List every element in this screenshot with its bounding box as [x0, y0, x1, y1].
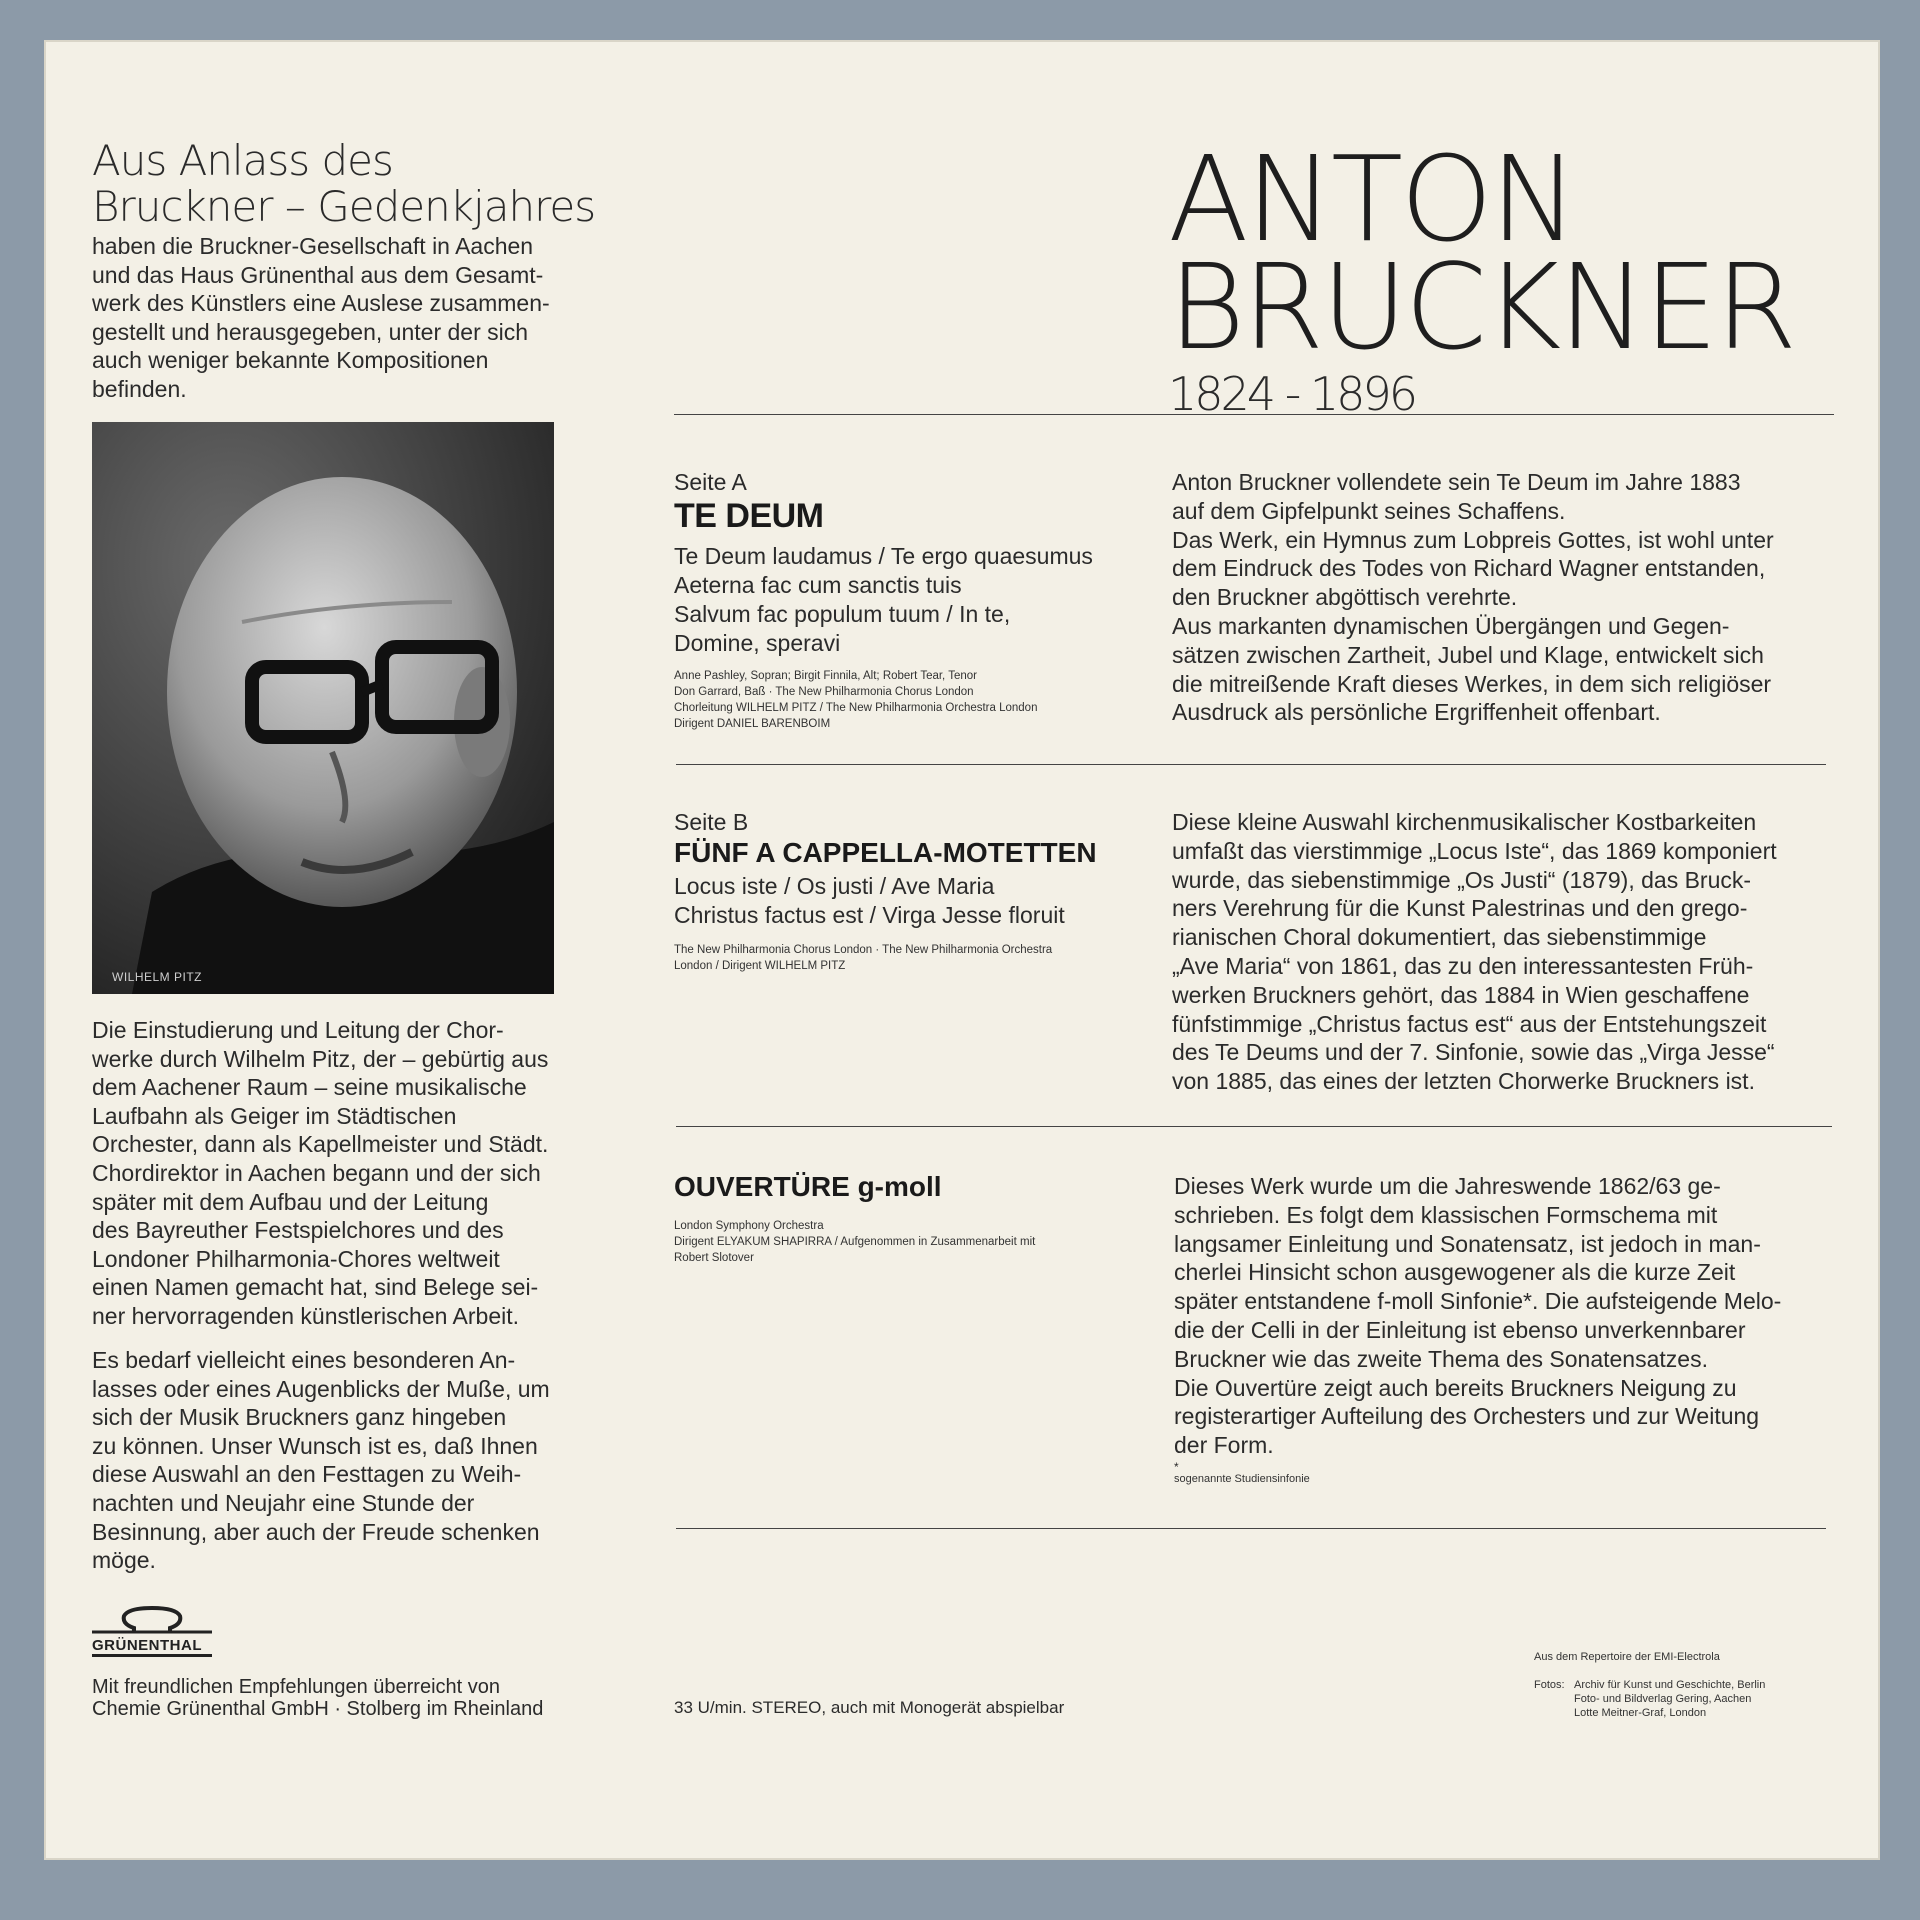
- credit-line: Chorleitung WILHELM PITZ / The New Philharmonia Orchestra London: [674, 702, 1038, 714]
- text-line: haben die Bruckner-Gesellschaft in Aachen: [92, 233, 534, 259]
- credit-line: Dirigent ELYAKUM SHAPIRRA / Aufgenommen in Zusammenarbeit mit: [674, 1236, 1036, 1248]
- text-line: Anton Bruckner vollendete sein Te Deum im Jahre 1883: [1172, 469, 1741, 495]
- side-b-block: [674, 808, 1134, 974]
- heading-line-1: Aus Anlass des: [92, 136, 393, 185]
- repertoire-note: Aus dem Repertoire der EMI-Electrola: [1534, 1651, 1720, 1663]
- credit-line: Foto- und Bildverlag Gering, Aachen: [1574, 1693, 1752, 1705]
- text-line: Londoner Philharmonia-Chores weltweit: [92, 1245, 500, 1272]
- photo-credits: [1574, 1678, 1765, 1720]
- text-line: sätzen zwischen Zartheit, Jubel und Klage, entwickelt sich: [1172, 641, 1764, 668]
- text-line: des Te Deums und der 7. Sinfonie, sowie das „Virga Jesse“: [1172, 1039, 1775, 1066]
- text-line: fünfstimmige „Christus factus est“ aus der Entstehungszeit: [1172, 1010, 1767, 1037]
- logo-text: GRÜNENTHAL: [92, 1637, 212, 1657]
- text-line: Diese kleine Auswahl kirchenmusikalischer Kostbarkeiten: [1172, 809, 1757, 835]
- text-line: befinden.: [92, 375, 187, 402]
- heading-line-2: Bruckner – Gedenkjahres: [92, 182, 596, 231]
- text-line: diese Auswahl an den Festtagen zu Weih-: [92, 1461, 522, 1488]
- composer-dates: 1824 - 1896: [1168, 367, 1415, 421]
- side-a-text: [1172, 468, 1852, 727]
- side-b-parts: [674, 872, 1134, 930]
- pitz-paragraph: [92, 1016, 582, 1331]
- text-line: zu können. Unser Wunsch ist es, daß Ihnen: [92, 1432, 538, 1459]
- text-line: Bruckner wie das zweite Thema des Sonatensatzes.: [1174, 1345, 1708, 1372]
- text-line: schrieben. Es folgt dem klassischen Formschema mit: [1174, 1201, 1718, 1228]
- wish-paragraph: [92, 1346, 582, 1575]
- intro-text: [92, 232, 572, 404]
- credit-line: London / Dirigent WILHELM PITZ: [674, 960, 846, 972]
- text-line: „Ave Maria“ von 1861, das zu den interessantesten Früh-: [1172, 952, 1754, 979]
- part-line: Salvum fac populum tuum / In te,: [674, 601, 1011, 627]
- text-line: werk des Künstlers eine Auslese zusammen-: [92, 290, 550, 317]
- side-a-credits: [674, 668, 1134, 732]
- credit-line: Archiv für Kunst und Geschichte, Berlin: [1574, 1679, 1766, 1691]
- text-line: möge.: [92, 1547, 156, 1574]
- text-line: ner hervorragenden künstlerischen Arbeit.: [92, 1302, 520, 1329]
- footnote: sogenannte Studiensinfonie: [1174, 1472, 1310, 1485]
- text-line: den Bruckner abgöttisch verehrte.: [1172, 584, 1518, 611]
- text-line: werken Bruckners gehört, das 1884 in Wien geschaffene: [1172, 981, 1750, 1008]
- portrait-photo: [92, 422, 554, 994]
- text-line: wurde, das siebenstimmige „Os Justi“ (1879), das Bruck-: [1172, 866, 1752, 893]
- side-a-title: TE DEUM: [674, 497, 824, 535]
- playback-info: 33 U/min. STEREO, auch mit Monogerät abspielbar: [674, 1698, 1065, 1717]
- text-line: sich der Musik Bruckners ganz hingeben: [92, 1404, 507, 1431]
- text-line: nachten und Neujahr eine Stunde der: [92, 1489, 475, 1516]
- part-line: Aeterna fac cum sanctis tuis: [674, 572, 962, 598]
- credit-line: Anne Pashley, Sopran; Birgit Finnila, Alt; Robert Tear, Tenor: [674, 670, 978, 682]
- part-line: Locus iste / Os justi / Ave Maria: [674, 873, 995, 899]
- left-footer: [92, 1676, 612, 1720]
- overture-title: OUVERTÜRE g-moll: [674, 1171, 942, 1202]
- text-line: Laufbahn als Geiger im Städtischen: [92, 1102, 457, 1129]
- text-line: cherlei Hinsicht schon ausgewogener als die kurze Zeit: [1174, 1259, 1736, 1286]
- record-sleeve-back: [44, 40, 1880, 1860]
- text-line: Die Einstudierung und Leitung der Chor-: [92, 1017, 504, 1043]
- text-line: der Form.: [1174, 1432, 1274, 1459]
- credit-line: Lotte Meitner-Graf, London: [1574, 1707, 1707, 1719]
- omega-icon: [92, 1606, 212, 1634]
- text-line: Dieses Werk wurde um die Jahreswende 1862/63 ge-: [1174, 1173, 1721, 1199]
- part-line: Domine, speravi: [674, 630, 841, 656]
- text-line: des Bayreuther Festspielchores und des: [92, 1217, 504, 1244]
- text-line: lasses oder eines Augenblicks der Muße, um: [92, 1375, 550, 1402]
- overture-text: [1174, 1172, 1854, 1486]
- grunenthal-logo: [92, 1606, 212, 1657]
- part-line: Christus factus est / Virga Jesse floruit: [674, 902, 1065, 928]
- footnote-mark: *: [1174, 1459, 1179, 1474]
- text-line: Das Werk, ein Hymnus zum Lobpreis Gottes, ist wohl unter: [1172, 526, 1774, 553]
- text-line: Aus markanten dynamischen Übergängen und Gegen-: [1172, 612, 1730, 639]
- text-line: Ausdruck als persönliche Ergriffenheit offenbart.: [1172, 699, 1661, 726]
- side-b-text: [1172, 808, 1852, 1096]
- side-a-parts: [674, 542, 1134, 658]
- section-rule: [676, 1126, 1832, 1127]
- text-line: rianischen Choral dokumentiert, das siebenstimmige: [1172, 924, 1707, 951]
- text-line: Besinnung, aber auch der Freude schenken: [92, 1518, 540, 1545]
- text-line: werke durch Wilhelm Pitz, der – gebürtig aus: [92, 1045, 549, 1072]
- text-line: Chordirektor in Aachen begann und der sich: [92, 1159, 541, 1186]
- section-rule: [676, 764, 1826, 765]
- side-b-title: FÜNF A CAPPELLA-MOTETTEN: [674, 837, 1097, 868]
- text-line: dem Aachener Raum – seine musikalische: [92, 1074, 527, 1101]
- text-line: dem Eindruck des Todes von Richard Wagner entstanden,: [1172, 555, 1766, 582]
- text-line: später mit dem Aufbau und der Leitung: [92, 1188, 489, 1215]
- text-line: registerartiger Aufteilung des Orchesters und zur Weitung: [1174, 1403, 1760, 1430]
- footer-line-2: Chemie Grünenthal GmbH · Stolberg im Rheinland: [92, 1698, 544, 1720]
- side-b-label: Seite B: [674, 809, 749, 835]
- text-line: ners Verehrung für die Kunst Palestrinas und den grego-: [1172, 895, 1748, 922]
- text-line: später entstandene f-moll Sinfonie*. Die aufsteigende Melo-: [1174, 1288, 1782, 1315]
- text-line: langsamer Einleitung und Sonatensatz, ist jedoch in man-: [1174, 1230, 1761, 1257]
- header-rule: [674, 414, 1834, 415]
- text-line: auch weniger bekannte Kompositionen: [92, 347, 489, 374]
- text-line: einen Namen gemacht hat, sind Belege sei-: [92, 1274, 539, 1301]
- credit-line: London Symphony Orchestra: [674, 1220, 824, 1232]
- side-a-label: Seite A: [674, 469, 747, 495]
- text-line: die der Celli in der Einleitung ist ebenso unverkennbarer: [1174, 1316, 1746, 1343]
- text-line: Es bedarf vielleicht eines besonderen An-: [92, 1347, 516, 1373]
- credit-line: The New Philharmonia Chorus London · The New Philharmonia Orchestra: [674, 944, 1053, 956]
- photo-caption: WILHELM PITZ: [112, 970, 203, 984]
- portrait-illustration: [92, 422, 554, 994]
- text-line: Die Ouvertüre zeigt auch bereits Bruckners Neigung zu: [1174, 1374, 1737, 1401]
- composer-first-name: ANTON: [1168, 130, 1576, 268]
- text-line: umfaßt das vierstimmige „Locus Iste“, das 1869 komponiert: [1172, 837, 1777, 864]
- composer-last-name: BRUCKNER: [1168, 238, 1795, 376]
- text-line: die mitreißende Kraft dieses Werkes, in dem sich religiöser: [1172, 670, 1772, 697]
- footer-line-1: Mit freundlichen Empfehlungen überreicht von: [92, 1676, 501, 1698]
- credit-line: Robert Slotover: [674, 1252, 754, 1264]
- text-line: von 1885, das eines der letzten Chorwerke Bruckners ist.: [1172, 1068, 1755, 1095]
- text-line: und das Haus Grünenthal aus dem Gesamt-: [92, 261, 544, 288]
- overture-block: [674, 1170, 1144, 1266]
- text-line: Orchester, dann als Kapellmeister und Städt.: [92, 1131, 549, 1158]
- credit-line: Don Garrard, Baß · The New Philharmonia Chorus London: [674, 686, 974, 698]
- left-heading: [92, 138, 595, 230]
- side-b-credits: [674, 942, 1134, 974]
- part-line: Te Deum laudamus / Te ergo quaesumus: [674, 543, 1093, 569]
- text-line: auf dem Gipfelpunkt seines Schaffens.: [1172, 497, 1566, 524]
- section-rule: [676, 1528, 1826, 1529]
- text-line: gestellt und herausgegeben, unter der sich: [92, 318, 529, 345]
- overture-credits: [674, 1218, 1144, 1266]
- photo-credits-label: Fotos:: [1534, 1679, 1565, 1691]
- credit-line: Dirigent DANIEL BARENBOIM: [674, 718, 831, 730]
- side-a-block: [674, 468, 1134, 732]
